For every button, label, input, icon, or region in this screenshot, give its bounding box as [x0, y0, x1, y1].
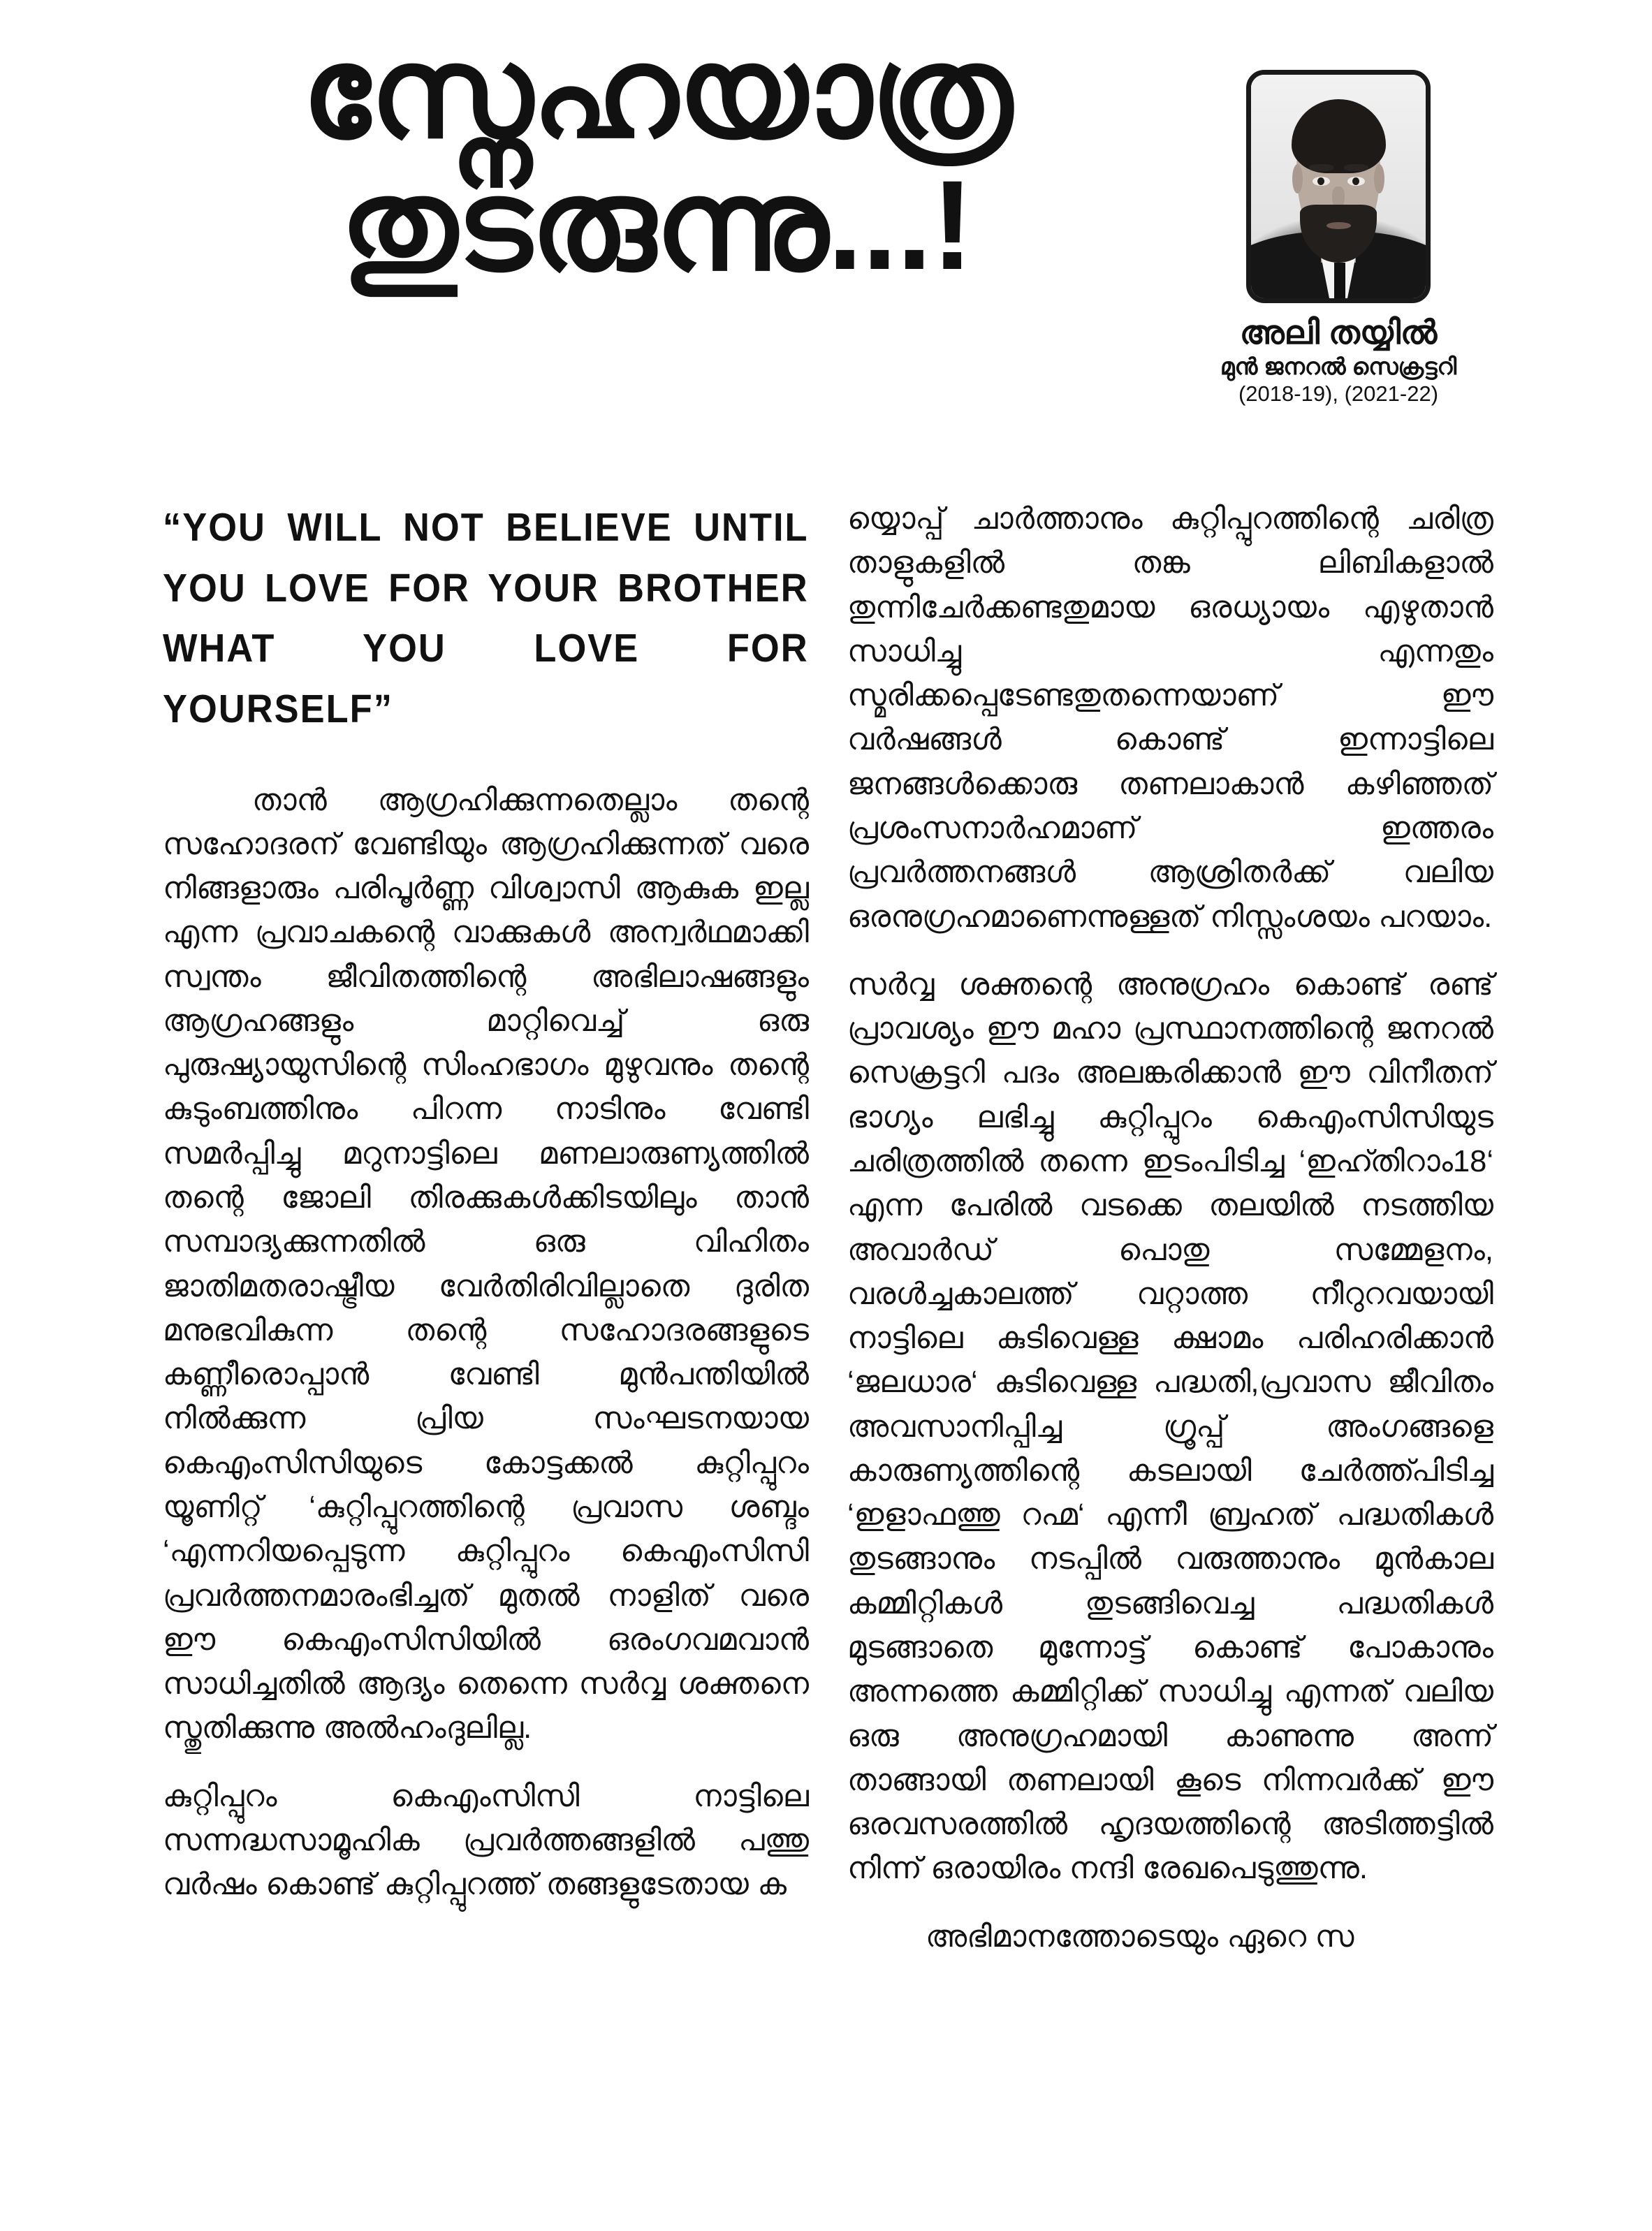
- author-name: അലി തയ്യിൽ: [1239, 314, 1438, 351]
- paragraph: താൻ ആഗ്രഹിക്കുന്നതെല്ലാം തന്റെ സഹോദരന് വേണ്ടിയും ആഗ്രഹിക്കുന്നത് വരെ നിങ്ങളാരും പരിപൂർണ്ണ വിശ്വാസി ആകുക ഇല്ല എന്ന പ്രവാചകന്റെ വാക്കുകൾ അന്വർഥമാക്കി സ്വന്തം ജീവിതത്തിന്റെ അഭിലാഷങ്ങളും ആഗ്രഹങ്ങളും മാറ്റിവെച്ച് ഒരു പുരുഷ്യായുസിന്റെ സിംഹഭാഗം മുഴുവനും തന്റെ കുടുംബത്തിനും പിറന്ന നാടിനും വേണ്ടി സമർപ്പിച്ചു മറുനാട്ടിലെ മണലാരുണ്യത്തിൽ തന്റെ ജോലി തിരക്കുകൾക്കിടയിലും താൻ സമ്പാദ്യക്കുന്നതിൽ ഒരു വിഹിതം ജാതിമതരാഷ്ട്രീയ വേർതിരിവില്ലാതെ ദുരിത മനുഭവികുന്ന തന്റെ സഹോദരങ്ങളുടെ കണ്ണീരൊപ്പാൻ വേണ്ടി മുൻപന്തിയിൽ നിൽക്കുന്ന പ്രിയ സംഘടനയായ കെഎംസിസിയുടെ കോട്ടക്കൽ കുറ്റിപ്പുറം യൂണിറ്റ് ‘കുറ്റിപ്പുറത്തിന്റെ പ്രവാസ ശബ്ദം ‘എന്നറിയപ്പെടുന്ന കുറ്റിപ്പുറം കെഎംസിസി പ്രവർത്തനമാരംഭിച്ചത് മുതൽ നാളിത് വരെ ഈ കെഎംസിസിയിൽ ഒരംഗവമവാൻ സാധിച്ചതിൽ ആദ്യം തെന്നെ സർവ്വ ശക്തനെ സ്തുതിക്കുന്നു അൽഹംദുലില്ല.: [163, 783, 809, 1746]
- paragraph: യ്യൊപ്പ് ചാർത്താനും കുറ്റിപ്പുറത്തിന്റെ ചരിത്ര താളുകളിൽ തങ്ക ലിബികളാൽ തുന്നിചേർക്കണ്ടതുമായ ഒരധ്യായം എഴുതാൻ സാധിച്ചു എന്നതും സ്മരിക്കപ്പെടേണ്ടതുതന്നെയാണ് ഈ വർഷങ്ങൾ കൊണ്ട് ഇന്നാട്ടിലെ ജനങ്ങൾക്കൊരു തണലാകാൻ കഴിഞ്ഞത് പ്രശംസനാർഹമാണ് ഇത്തരം പ്രവർത്തനങ്ങൾ ആശ്രിതർക്ക് വലിയ ഒരനുഗ്രഹമാണെന്നുള്ളത് നിസ്സംശയം പറയാം.: [847, 502, 1493, 934]
- paragraph: അഭിമാനത്തോടെയും ഏറെ സ: [926, 1919, 1354, 1954]
- author-years: (2018-19), (2021-22): [1238, 381, 1439, 406]
- column-left: [163, 497, 809, 1908]
- page-header: [0, 0, 1652, 482]
- paragraph: സർവ്വ ശക്തന്റെ അനുഗ്രഹം കൊണ്ട് രണ്ട് പ്രാവശ്യം ഈ മഹാ പ്രസ്ഥാനത്തിന്റെ ജനറൽ സെക്രട്ടറി പദം അലങ്കരിക്കാൻ ഈ വിനീതന് ഭാഗ്യം ലഭിച്ചു കുറ്റിപ്പുറം കെഎംസിസിയുട ചരിത്രത്തിൽ തന്നെ ഇടംപിടിച്ച ‘ഇഹ്തിറാം18‘ എന്ന പേരിൽ വടക്കെ തലയിൽ നടത്തിയ അവാർഡ് പൊതു സമ്മേളനം, വരൾച്ചകാലത്ത് വറ്റാത്ത നീറുറവയായി നാട്ടിലെ കുടിവെള്ള ക്ഷാമം പരിഹരിക്കാൻ ‘ജലധാര‘ കുടിവെള്ള പദ്ധതി,പ്രവാസ ജീവിതം അവസാനിപ്പിച്ച ഗ്രൂപ്പ് അംഗങ്ങളെ കാരുണ്യത്തിന്റെ കടലായി ചേർത്ത്പിടിച്ച ‘ഇളാഫത്തു റഹ്മ‘ എന്നീ ബ്രഹത് പദ്ധതികൾ തുടങ്ങാനും നടപ്പിൽ വരുത്താനും മുൻകാല കമ്മിറ്റികൾ തുടങ്ങിവെച്ച പദ്ധതികൾ മുടങ്ങാതെ മുന്നോട്ട് കൊണ്ട് പോകാനും അന്നത്തെ കമ്മിറ്റിക്ക് സാധിച്ചു എന്നത് വലിയ ഒരു അനുഗ്രഹമായി കാണുന്നു അന്ന് താങ്ങായി തണലായി കൂടെ നിന്നവർക്ക് ഈ ഒരവസരത്തിൽ ഹൃദയത്തിന്റെ അടിത്തട്ടിൽ നിന്ന് ഒരായിരം നന്ദി രേഖപെടുത്തുന്നു.: [847, 967, 1493, 1886]
- author-role: മുൻ ജനറൽ സെക്രട്ടറി: [1220, 353, 1457, 379]
- author-block: [1199, 70, 1478, 406]
- author-photo: [1246, 70, 1431, 303]
- headline-line-2: തുടരുന്നു...!: [340, 153, 973, 296]
- pull-quote: “YOU WILL NOT BELIEVE UNTIL YOU LOVE FOR YOUR BROTHER WHAT YOU LOVE FOR YOURSELF”: [163, 505, 809, 731]
- headline: [150, 21, 1163, 296]
- headline-line-1: സ്നേഹയാത്ര: [302, 21, 1011, 163]
- column-right: [847, 497, 1493, 1959]
- paragraph: കുറ്റിപ്പുറം കെഎംസിസി നാട്ടിലെ സന്നദ്ധസാമൂഹിക പ്രവർത്തങ്ങളിൽ പത്തു വർഷം കൊണ്ട് കുറ്റിപ്പുറത്ത് തങ്ങളുടേതായ ക: [163, 1779, 809, 1902]
- author-photo-image: [1251, 75, 1426, 298]
